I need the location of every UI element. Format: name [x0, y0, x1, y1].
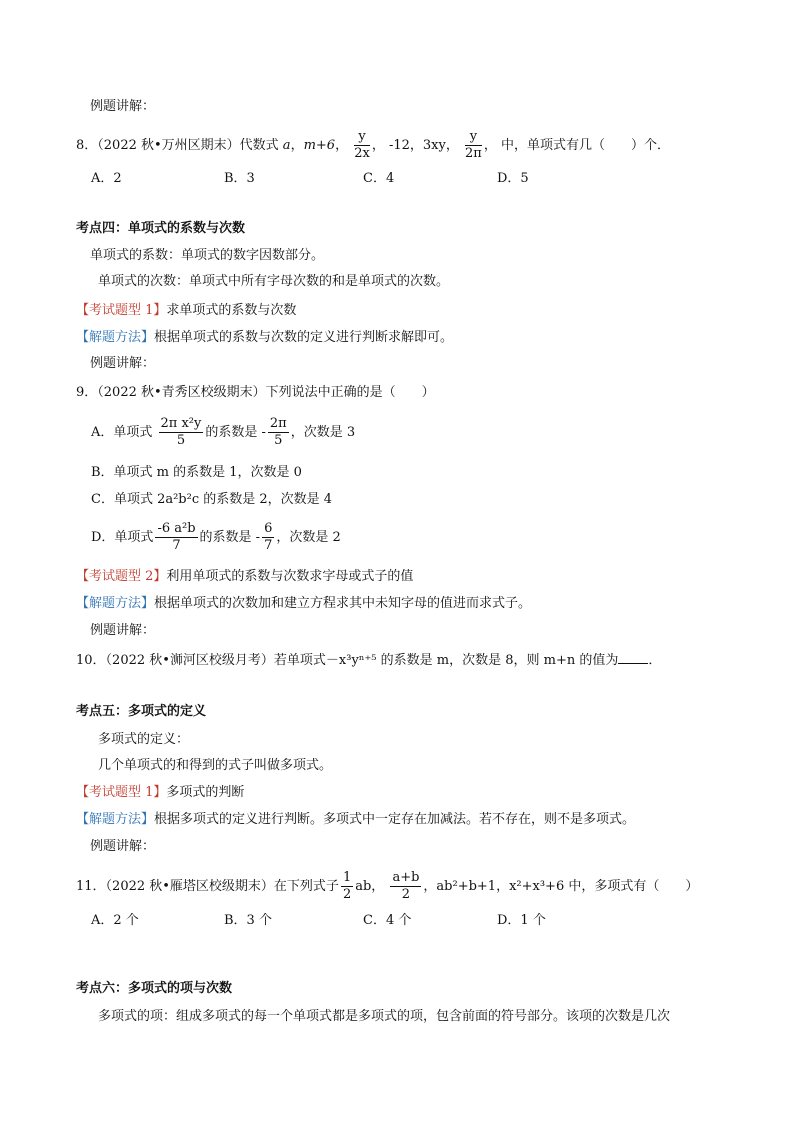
q9d-coef-fraction: $\frac{6}{7}$	[264, 521, 273, 553]
method-text: 根据多项式的定义进行判断。多项式中一定存在加减法。若不存在，则不是多项式。	[154, 812, 636, 827]
q11-option-c: C．4 个	[363, 913, 412, 928]
section-title-6: 考点六：多项式的项与次数	[76, 981, 233, 996]
method-label: 【解题方法】	[76, 812, 155, 827]
q11-option-d: D．1 个	[497, 913, 546, 928]
section-title-4: 考点四：单项式的系数与次数	[76, 221, 246, 236]
q9a-coef-fraction: $\frac{2\pi}{5}$	[269, 416, 287, 448]
question-11: 11．（2022 秋•雁塔区校级期末）在下列式子 $\frac{1}{2}$ ab， $\frac{a+b}{2}$ ，ab²+b+1，x²+x³+6 中，多项式有（ ）	[76, 870, 699, 902]
q8-option-a: A．2	[91, 171, 122, 186]
example-label: 例题讲解：	[90, 99, 156, 114]
q11-fraction-2: $\frac{a+b}{2}$	[392, 870, 420, 902]
kp5-line-1: 多项式的定义：	[98, 732, 190, 747]
method-text: 根据单项式的系数与次数的定义进行判断求解即可。	[154, 330, 454, 345]
example-label: 例题讲解：	[90, 356, 156, 371]
method-label: 【解题方法】	[76, 330, 155, 345]
tag-label: 【考试题型 1】	[76, 303, 167, 318]
kp4-method-2	[76, 595, 531, 613]
kp4-line-1: 单项式的系数：单项式的数字因数部分。	[90, 248, 325, 263]
q8-option-d: D．5	[497, 171, 529, 186]
q8-option-c: C．4	[363, 171, 395, 186]
answer-blank	[618, 651, 648, 664]
kp6-line-1: 多项式的项：组成多项式的每一个单项式都是多项式的项，包含前面的符号部分。该项的次数是几次	[98, 1009, 671, 1024]
example-label: 例题讲解：	[90, 623, 156, 638]
q9d-fraction: $\frac{\text{-6 a²b}}{7}$	[157, 521, 196, 553]
tag-text: 求单项式的系数与次数	[166, 303, 297, 318]
tag-text: 多项式的判断	[166, 785, 245, 800]
q8-tail: 中，单项式有几（ ）个．	[500, 138, 670, 153]
q8-fraction-2: $\frac{y}{2\pi}$	[465, 129, 482, 161]
kp4-line-2: 单项式的次数：单项式中所有字母次数的和是单项式的次数。	[98, 274, 450, 289]
q11-option-a: A．2 个	[91, 913, 139, 928]
q9-option-a: A．单项式 $\frac{\text{2π x²y}}{5}$ 的系数是 - $\frac{2\pi}{5}$ ，次数是 3	[91, 416, 356, 448]
question-10: 10．（2022 秋•浉河区校级月考）若单项式－x³yⁿ⁺⁵ 的系数是 m，次数是 8，则 m+n 的值为 ．	[76, 653, 662, 668]
q8-expr-a: a	[282, 138, 291, 153]
kp4-type-1	[76, 302, 296, 320]
tag-label: 【考试题型 2】	[76, 569, 167, 584]
q8-expr-rest: -12，3xy，	[388, 138, 459, 153]
q9a-fraction: $\frac{\text{2π x²y}}{5}$	[160, 416, 202, 448]
question-9: 9．（2022 秋•青秀区校级期末）下列说法中正确的是（ ）	[76, 385, 435, 400]
q8-option-b: B．3	[224, 171, 255, 186]
q11-option-b: B．3 个	[224, 913, 272, 928]
tag-text: 利用单项式的系数与次数求字母或式子的值	[166, 569, 414, 584]
kp5-method-1	[76, 811, 635, 829]
q11-fraction-1: $\frac{1}{2}$	[342, 870, 352, 902]
method-label: 【解题方法】	[76, 596, 155, 611]
q9-option-d: D．单项式 $\frac{\text{-6 a²b}}{7}$ 的系数是 - $\frac{6}{7}$ ，次数是 2	[91, 521, 341, 553]
q8-stem: 8．（2022 秋•万州区期末）代数式	[76, 138, 279, 153]
q8-fraction-1: $\frac{y}{2x}$	[354, 129, 370, 161]
example-label: 例题讲解：	[90, 839, 156, 854]
q9-option-b: B．单项式 m 的系数是 1，次数是 0	[91, 465, 302, 480]
kp5-type-1	[76, 784, 244, 802]
q9-option-c: C．单项式 2a²b²c 的系数是 2，次数是 4	[91, 492, 333, 507]
kp4-type-2	[76, 568, 413, 586]
section-title-5: 考点五：多项式的定义	[76, 704, 207, 719]
method-text: 根据单项式的次数加和建立方程求其中未知字母的值进而求式子。	[154, 596, 532, 611]
q8-expr-m6: m+6	[303, 138, 336, 153]
kp5-line-2: 几个单项式的和得到的式子叫做多项式。	[98, 758, 333, 773]
question-8: 8．（2022 秋•万州区期末）代数式 a，m+6， $\frac{y}{2x}$ ， -12，3xy， $\frac{y}{2\pi}$ ， 中，单项式有几（ ）个．	[76, 129, 670, 161]
tag-label: 【考试题型 1】	[76, 785, 167, 800]
kp4-method-1	[76, 329, 453, 347]
